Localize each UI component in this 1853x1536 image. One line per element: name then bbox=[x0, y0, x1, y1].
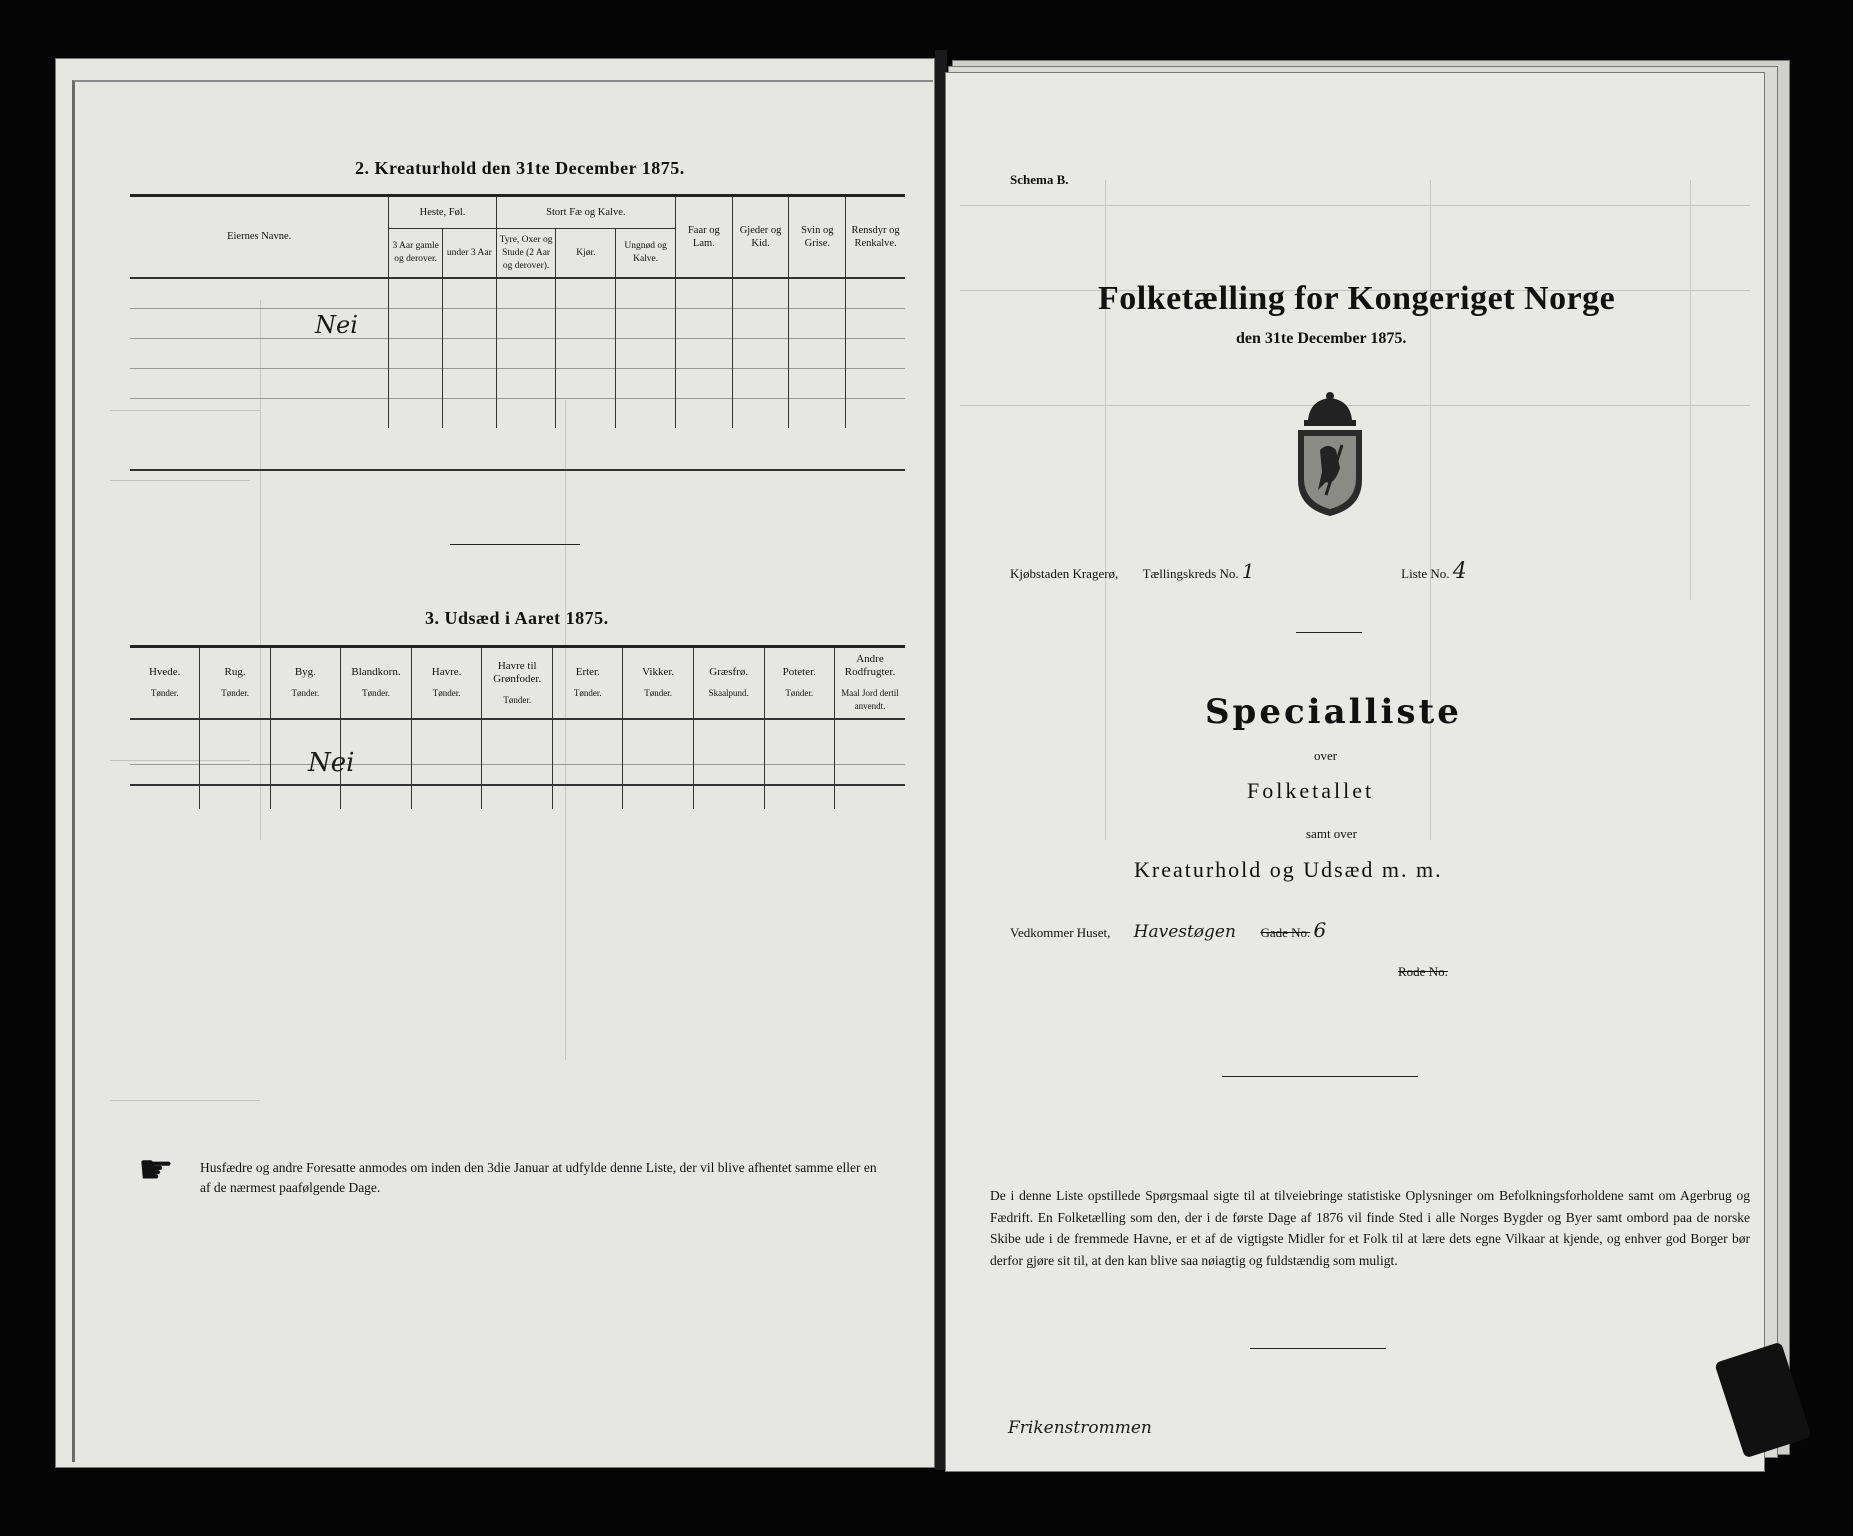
table-cell bbox=[556, 278, 616, 309]
bleed-through-line bbox=[1430, 180, 1431, 840]
seed-col-name: Byg. bbox=[294, 666, 316, 678]
table-cell bbox=[556, 339, 616, 369]
col-young: Ungnød og Kalve. bbox=[616, 229, 676, 279]
table-cell bbox=[623, 765, 693, 810]
seed-col-unit: Tønder. bbox=[503, 694, 532, 705]
seed-col-name: Blandkorn. bbox=[351, 666, 401, 678]
table-bottom-rule bbox=[130, 784, 905, 786]
bleed-through-line bbox=[960, 205, 1750, 206]
section2-title: 2. Kreaturhold den 31te December 1875. bbox=[355, 158, 685, 178]
document-subtitle: den 31te December 1875. bbox=[1236, 330, 1407, 347]
table-cell bbox=[130, 278, 389, 309]
coat-of-arms-icon bbox=[1290, 390, 1370, 520]
table-cell bbox=[482, 719, 553, 765]
pointing-hand-icon: ☛ bbox=[138, 1147, 174, 1192]
table-cell bbox=[496, 309, 556, 339]
seed-col-name: Andre Rodfrugter. bbox=[844, 653, 896, 678]
schema-label: Schema B. bbox=[1010, 172, 1069, 187]
table-cell bbox=[482, 765, 553, 810]
table-bottom-rule bbox=[130, 469, 905, 471]
table-cell bbox=[130, 765, 200, 810]
separator-rule bbox=[1250, 1348, 1386, 1349]
seed-col-name: Hvede. bbox=[148, 666, 181, 678]
table-cell bbox=[693, 765, 764, 810]
vedkommer-value: Havestøgen bbox=[1133, 922, 1236, 942]
handwritten-entry: Nei bbox=[315, 311, 358, 339]
col-sheep: Faar og Lam. bbox=[676, 196, 733, 278]
table-cell bbox=[732, 278, 789, 309]
table-cell bbox=[846, 399, 905, 429]
table-cell bbox=[389, 339, 443, 369]
col-bulls: Tyre, Oxer og Stude (2 Aar og derover). bbox=[496, 229, 556, 279]
signature: Frikenstrommen bbox=[1008, 1418, 1152, 1438]
col-cattle: Stort Fæ og Kalve. bbox=[496, 196, 675, 229]
table-cell bbox=[553, 765, 623, 810]
separator-rule bbox=[1222, 1076, 1418, 1077]
table-cell bbox=[496, 369, 556, 399]
seed-col-unit: Tønder. bbox=[644, 688, 673, 698]
samt-over-text: samt over bbox=[1306, 826, 1357, 841]
seed-col-unit: Tønder. bbox=[432, 688, 461, 698]
seed-col-header bbox=[553, 648, 623, 719]
table-cell bbox=[130, 719, 200, 765]
vedkommer-line bbox=[1010, 918, 1326, 942]
col-horses-under3: under 3 Aar bbox=[443, 229, 497, 279]
vedkommer-label: Vedkommer Huset, bbox=[1010, 925, 1111, 940]
table-cell bbox=[553, 719, 623, 765]
col-pigs: Svin og Grise. bbox=[789, 196, 846, 278]
seed-col-unit: Maal Jord dertil anvendt. bbox=[841, 688, 899, 711]
table-cell bbox=[764, 719, 834, 765]
seed-col-unit: Tønder. bbox=[150, 688, 179, 698]
seed-col-header bbox=[693, 648, 764, 719]
table-cell bbox=[846, 278, 905, 309]
notice-text: Husfædre og andre Foresatte anmodes om inden den 3die Januar at udfylde denne Liste, der vil blive afhentet samme eller en af de nærmest paafølgende Dage. bbox=[200, 1160, 877, 1195]
kreds-label: Tællingskreds No. bbox=[1142, 566, 1239, 581]
table-cell bbox=[676, 399, 733, 429]
table-cell bbox=[846, 369, 905, 399]
col-owner: Eiernes Navne. bbox=[130, 196, 389, 278]
seed-col-name: Vikker. bbox=[642, 666, 675, 678]
table-cell bbox=[496, 278, 556, 309]
gade-value: 6 bbox=[1313, 918, 1327, 942]
seed-col-header bbox=[764, 648, 834, 719]
table-cell bbox=[616, 309, 676, 339]
table-cell bbox=[764, 765, 834, 810]
table-cell bbox=[623, 719, 693, 765]
table-cell bbox=[616, 369, 676, 399]
table-cell bbox=[616, 339, 676, 369]
table-cell bbox=[789, 399, 846, 429]
seed-col-name: Græsfrø. bbox=[709, 666, 749, 678]
seed-col-unit: Tønder. bbox=[291, 688, 320, 698]
table-cell bbox=[130, 369, 389, 399]
over-text: over bbox=[1314, 748, 1338, 763]
bleed-through-line bbox=[110, 480, 250, 481]
bleed-through-line bbox=[1105, 180, 1106, 840]
table-cell bbox=[443, 339, 497, 369]
separator-rule bbox=[1296, 632, 1362, 633]
seed-col-header bbox=[623, 648, 693, 719]
bleed-through-line bbox=[1690, 180, 1691, 600]
table-cell bbox=[443, 278, 497, 309]
kjobstaden-label: Kjøbstaden bbox=[1010, 566, 1070, 581]
table-cell bbox=[676, 369, 733, 399]
seed-col-header bbox=[341, 648, 412, 719]
gade-label: Gade No. bbox=[1260, 925, 1311, 940]
table-cell bbox=[556, 369, 616, 399]
seed-col-unit: Skaalpund. bbox=[708, 688, 749, 698]
table-cell bbox=[443, 369, 497, 399]
table-cell bbox=[846, 339, 905, 369]
bleed-through-line bbox=[110, 1100, 260, 1101]
col-reindeer: Rensdyr og Renkalve. bbox=[846, 196, 905, 278]
seed-col-unit: Tønder. bbox=[221, 688, 249, 698]
col-horses: Heste, Føl. bbox=[389, 196, 496, 229]
kjobstaden-value: Kragerø, bbox=[1072, 566, 1119, 581]
kreaturhold-text: Kreaturhold og Udsæd m. m. bbox=[1134, 857, 1443, 882]
kreds-value: 1 bbox=[1241, 559, 1255, 583]
table-cell bbox=[130, 399, 389, 429]
table-cell bbox=[616, 278, 676, 309]
location-line bbox=[1010, 559, 1467, 584]
liste-label: Liste No. bbox=[1401, 566, 1450, 581]
table-cell bbox=[693, 719, 764, 765]
seed-col-header bbox=[200, 648, 270, 719]
handwritten-entry: Nei bbox=[308, 748, 355, 778]
table-cell bbox=[834, 765, 905, 810]
table-cell bbox=[676, 309, 733, 339]
table-cell bbox=[616, 399, 676, 429]
table-cell bbox=[834, 719, 905, 765]
section3-title: 3. Udsæd i Aaret 1875. bbox=[425, 608, 609, 628]
table-cell bbox=[389, 399, 443, 429]
rode-label: Rode No. bbox=[1398, 964, 1448, 979]
livestock-table bbox=[130, 196, 905, 428]
table-cell bbox=[676, 278, 733, 309]
table-cell bbox=[556, 309, 616, 339]
table-cell bbox=[389, 278, 443, 309]
seed-col-name: Havre til Grønfoder. bbox=[493, 659, 542, 685]
table-cell bbox=[496, 339, 556, 369]
info-paragraph: De i denne Liste opstillede Spørgsmaal sigte til at tilveiebringe statistiske Oplysninger om Befolkningsforholdene samt om Agerbrug og Fædrift. En Folketælling som den, der i de første Dage af 1876 vil finde Sted i alle Norges Bygder og Byer samt ombord paa de norske Skibe ude i de fremmede Havne, er et af de vigtigste Midler for et Folk til at lære dets egne Vilkaar at kjende, og enhver god Borger bør derfor gjøre sit til, at den kan blive saa nøiagtig og fuldstændig som muligt. bbox=[990, 1188, 1750, 1268]
table-cell bbox=[200, 719, 270, 765]
col-cows: Kjør. bbox=[556, 229, 616, 279]
liste-value: 4 bbox=[1452, 559, 1467, 584]
table-cell bbox=[789, 369, 846, 399]
table-cell bbox=[496, 399, 556, 429]
table-cell bbox=[732, 339, 789, 369]
seed-col-name: Havre. bbox=[431, 666, 462, 678]
table-cell bbox=[732, 399, 789, 429]
table-cell bbox=[443, 309, 497, 339]
seed-col-header bbox=[834, 648, 905, 719]
table-cell bbox=[556, 399, 616, 429]
table-cell bbox=[789, 309, 846, 339]
separator-rule bbox=[450, 544, 580, 545]
seed-col-name: Rug. bbox=[224, 666, 246, 678]
seed-col-unit: Tønder. bbox=[785, 688, 814, 698]
document-title: Folketælling for Kongeriget Norge bbox=[1098, 280, 1616, 317]
table-cell bbox=[411, 765, 481, 810]
table-cell bbox=[732, 369, 789, 399]
seed-col-name: Erter. bbox=[575, 666, 600, 678]
folketallet-text: Folketallet bbox=[1247, 778, 1375, 803]
table-cell bbox=[846, 309, 905, 339]
specialliste-heading: Specialliste bbox=[1205, 692, 1462, 732]
col-horses-3plus: 3 Aar gamle og derover. bbox=[389, 229, 443, 279]
table-cell bbox=[732, 309, 789, 339]
table-cell bbox=[130, 309, 389, 339]
table-cell bbox=[200, 765, 270, 810]
seed-col-unit: Tønder. bbox=[573, 688, 602, 698]
table-cell bbox=[130, 339, 389, 369]
seed-col-header bbox=[411, 648, 481, 719]
table-cell bbox=[789, 339, 846, 369]
table-cell bbox=[443, 399, 497, 429]
col-goats: Gjeder og Kid. bbox=[732, 196, 789, 278]
table-cell bbox=[676, 339, 733, 369]
seed-col-unit: Tønder. bbox=[362, 688, 390, 698]
table-cell bbox=[789, 278, 846, 309]
table-cell bbox=[389, 369, 443, 399]
seed-col-header bbox=[130, 648, 200, 719]
seed-col-header bbox=[270, 648, 340, 719]
seed-col-name: Poteter. bbox=[782, 666, 816, 678]
seed-col-header bbox=[482, 648, 553, 719]
table-cell bbox=[411, 719, 481, 765]
table-cell bbox=[389, 309, 443, 339]
